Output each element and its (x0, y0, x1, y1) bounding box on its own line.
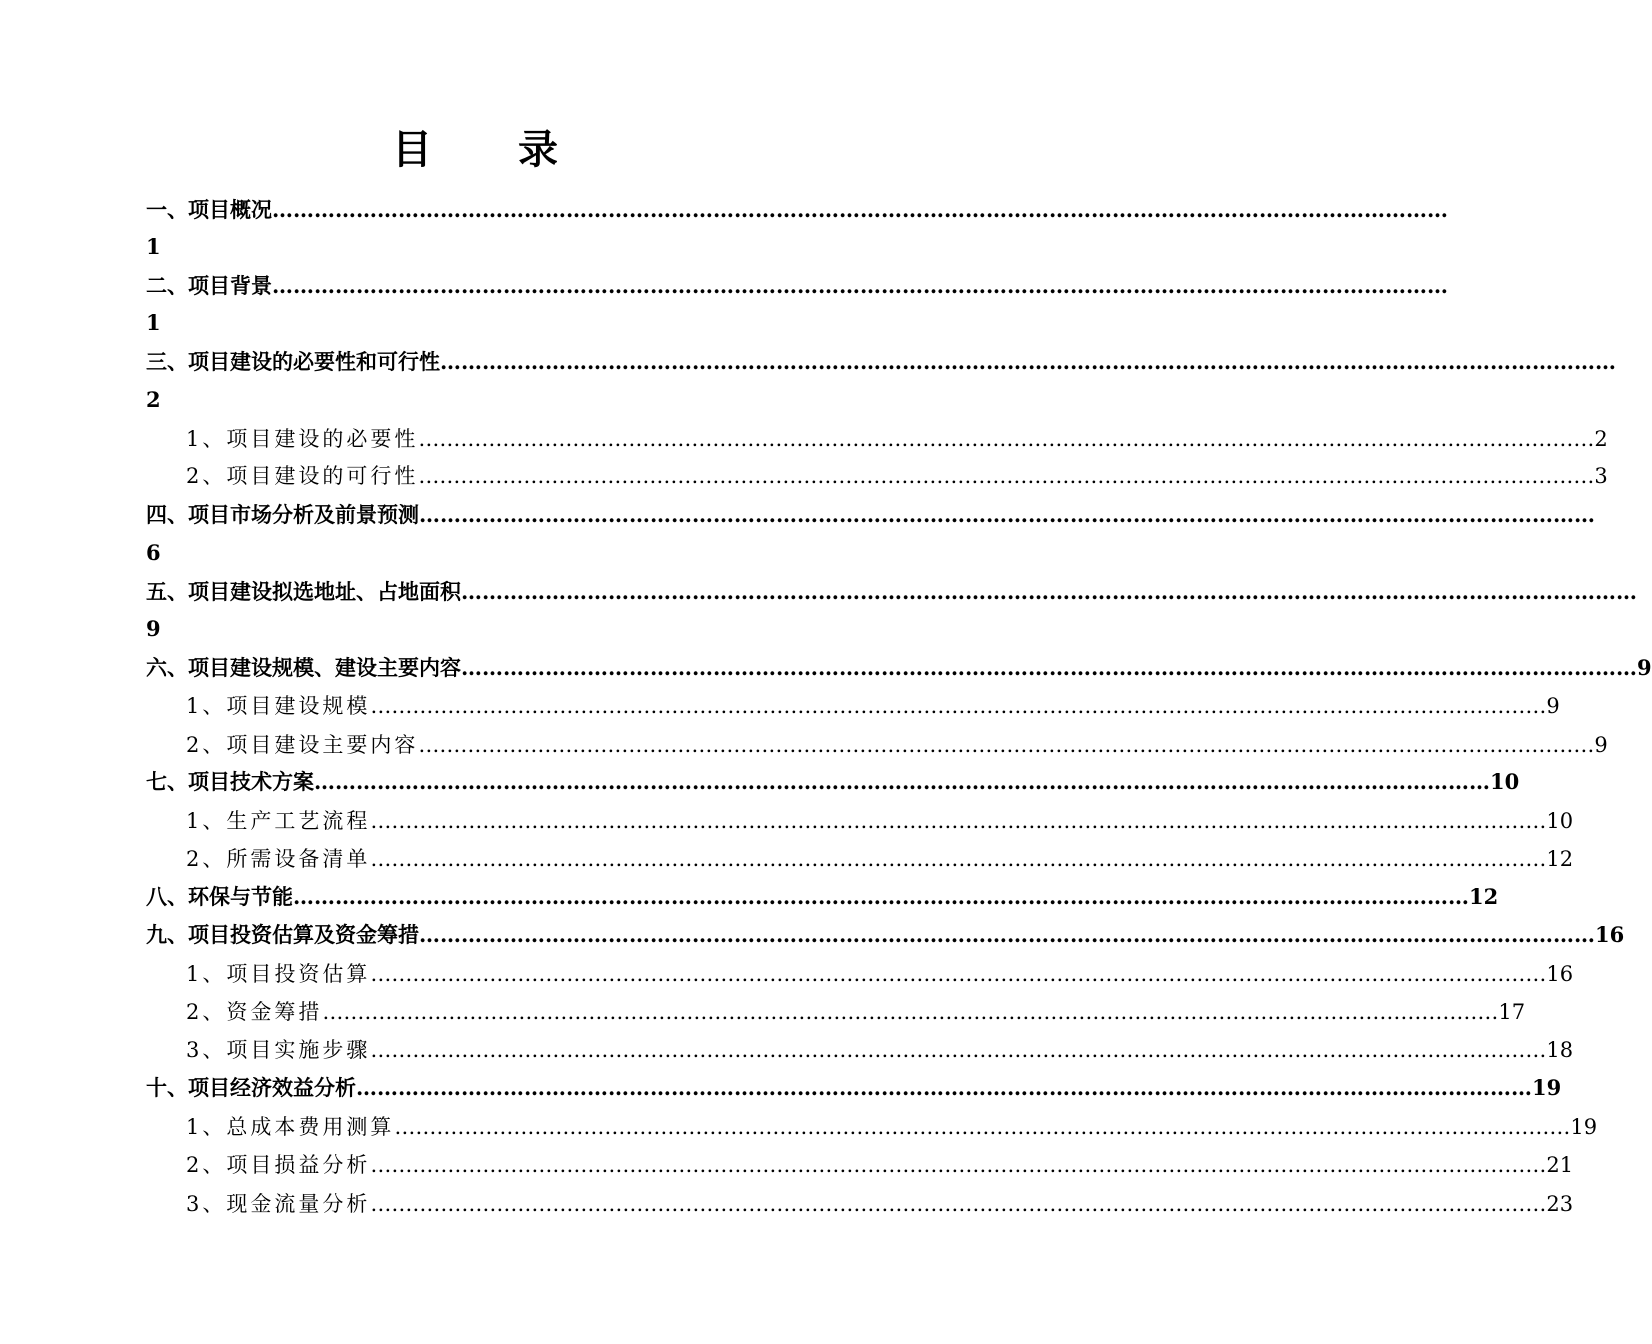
toc-entry-label: 四、项目市场分析及前景预测 (146, 502, 419, 527)
toc-entry-label: 二、项目背景 (146, 273, 272, 298)
toc-title-char-2: 录 (518, 126, 558, 173)
toc-entry-label: 1、项目建设的必要性 (186, 427, 419, 451)
toc-entry-7[interactable] (146, 767, 1520, 797)
toc-leader-dots: …………………………………………………………………………………………………………………………………………………… (272, 197, 1448, 222)
toc-entry-label: 3、现金流量分析 (186, 1192, 371, 1216)
toc-entry-page-number: 9 (1637, 655, 1652, 680)
toc-title-char-1: 目 (392, 126, 432, 173)
toc-entry-4[interactable] (146, 500, 1595, 530)
toc-entry-label: 一、项目概况 (146, 197, 272, 222)
toc-leader-dots: …………………………………………………………………………………………………………………………………………………… (370, 1153, 1547, 1177)
toc-leader-dots: …………………………………………………………………………………………………………………………………………………… (418, 464, 1595, 488)
toc-entry-10[interactable] (146, 1073, 1562, 1103)
toc-entry-page-number: 21 (1546, 1153, 1574, 1177)
toc-entry-label: 2、项目建设主要内容 (186, 733, 419, 757)
toc-entry-label: 八、环保与节能 (146, 884, 293, 909)
toc-leader-dots: …………………………………………………………………………………………………………………………………………………… (461, 579, 1637, 604)
toc-entry-3-1[interactable] (186, 424, 1608, 454)
toc-leader-dots: …………………………………………………………………………………………………………………………………………………… (293, 884, 1469, 909)
toc-entry-page-number: 2 (1594, 427, 1608, 451)
toc-entry-10-1[interactable] (186, 1112, 1598, 1142)
toc-leader-dots: …………………………………………………………………………………………………………………………………………………… (394, 1115, 1571, 1139)
toc-entry-label: 九、项目投资估算及资金筹措 (146, 922, 419, 947)
toc-leader-dots: …………………………………………………………………………………………………………………………………………………… (370, 847, 1547, 871)
toc-entry-label: 1、项目投资估算 (186, 962, 371, 986)
toc-leader-dots: …………………………………………………………………………………………………………………………………………………… (370, 962, 1547, 986)
toc-entry-page-number: 12 (1469, 884, 1499, 909)
toc-entry-6[interactable] (146, 653, 1652, 683)
toc-entry-9[interactable] (146, 920, 1625, 950)
toc-entry-page-number: 19 (1532, 1075, 1562, 1100)
toc-entry-2[interactable] (146, 271, 1448, 301)
toc-entry-page-number: 23 (1546, 1192, 1574, 1216)
toc-leader-dots: …………………………………………………………………………………………………………………………………………………… (418, 733, 1595, 757)
toc-leader-dots: …………………………………………………………………………………………………………………………………………………… (370, 1038, 1547, 1062)
toc-entry-label: 2、项目损益分析 (186, 1153, 371, 1177)
toc-entry-label: 3、项目实施步骤 (186, 1038, 371, 1062)
toc-leader-dots: …………………………………………………………………………………………………………………………………………………… (356, 1075, 1532, 1100)
toc-entry-page-number: 3 (1594, 464, 1608, 488)
toc-entry-label: 七、项目技术方案 (146, 769, 314, 794)
toc-entry-3[interactable] (146, 347, 1616, 377)
toc-leader-dots: …………………………………………………………………………………………………………………………………………………… (370, 1192, 1547, 1216)
toc-entry-label: 2、资金筹措 (186, 1000, 323, 1024)
toc-entry-5[interactable] (146, 577, 1637, 607)
toc-leader-dots: …………………………………………………………………………………………………………………………………………………… (419, 502, 1595, 527)
toc-entry-page-number: 2 (146, 387, 161, 412)
toc-entry-label: 六、项目建设规模、建设主要内容 (146, 655, 461, 680)
toc-entry-page-number: 10 (1546, 809, 1574, 833)
toc-entry-label: 三、项目建设的必要性和可行性 (146, 349, 440, 374)
toc-entry-page-number: 18 (1546, 1038, 1574, 1062)
toc-leader-dots: …………………………………………………………………………………………………………………………………………………… (418, 427, 1595, 451)
toc-title (0, 118, 950, 175)
toc-entry-label: 1、项目建设规模 (186, 694, 371, 718)
toc-entry-page-number: 16 (1546, 962, 1574, 986)
toc-entry-label: 2、项目建设的可行性 (186, 464, 419, 488)
toc-entry-label: 1、生产工艺流程 (186, 809, 371, 833)
toc-entry-page-number: 9 (1594, 733, 1608, 757)
toc-entry-page-number: 1 (146, 234, 161, 259)
toc-leader-dots: …………………………………………………………………………………………………………………………………………………… (419, 922, 1595, 947)
toc-entry-label: 五、项目建设拟选地址、占地面积 (146, 579, 461, 604)
toc-entry-page-number: 12 (1546, 847, 1574, 871)
toc-leader-dots: …………………………………………………………………………………………………………………………………………………… (440, 349, 1616, 374)
toc-leader-dots: …………………………………………………………………………………………………………………………………………………… (314, 769, 1490, 794)
toc-entry-page-number: 19 (1570, 1115, 1598, 1139)
toc-entry-page-number: 16 (1595, 922, 1625, 947)
toc-entry-page-number: 9 (146, 616, 161, 641)
toc-entry-10-2[interactable] (186, 1150, 1574, 1180)
toc-entry-10-3[interactable] (186, 1189, 1574, 1219)
toc-entry-page-number: 6 (146, 540, 161, 565)
toc-leader-dots: …………………………………………………………………………………………………………………………………………………… (370, 694, 1547, 718)
toc-entry-6-2[interactable] (186, 730, 1608, 760)
toc-entry-label: 1、总成本费用测算 (186, 1115, 395, 1139)
toc-entry-label: 2、所需设备清单 (186, 847, 371, 871)
toc-entry-9-2[interactable] (186, 997, 1526, 1027)
toc-entry-6-1[interactable] (186, 691, 1560, 721)
toc-leader-dots: …………………………………………………………………………………………………………………………………………………… (272, 273, 1448, 298)
toc-leader-dots: …………………………………………………………………………………………………………………………………………………… (461, 655, 1637, 680)
toc-entry-8[interactable] (146, 882, 1499, 912)
toc-entry-3-2[interactable] (186, 461, 1608, 491)
toc-leader-dots: …………………………………………………………………………………………………………………………………………………… (322, 1000, 1499, 1024)
toc-entry-7-1[interactable] (186, 806, 1574, 836)
toc-entry-7-2[interactable] (186, 844, 1574, 874)
toc-entry-1[interactable] (146, 195, 1448, 225)
toc-entry-page-number: 10 (1490, 769, 1520, 794)
toc-entry-page-number: 1 (146, 310, 161, 335)
toc-entry-label: 十、项目经济效益分析 (146, 1075, 356, 1100)
toc-entry-9-3[interactable] (186, 1035, 1574, 1065)
toc-leader-dots: …………………………………………………………………………………………………………………………………………………… (370, 809, 1547, 833)
toc-entry-9-1[interactable] (186, 959, 1574, 989)
toc-entry-page-number: 17 (1498, 1000, 1526, 1024)
toc-entry-page-number: 9 (1546, 694, 1560, 718)
